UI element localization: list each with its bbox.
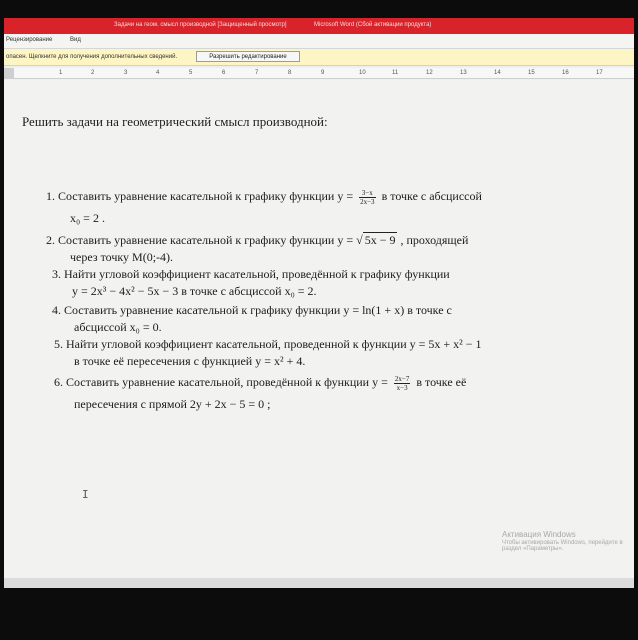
task-number: 4. — [52, 303, 61, 317]
fraction — [359, 189, 375, 206]
task-text: Найти угловой коэффициент касательной, проведённой к графику функции — [64, 267, 450, 281]
task-text: в точке с абсциссой — [381, 189, 482, 203]
task-number: 3. — [52, 267, 61, 281]
task-text: , проходящей — [400, 233, 469, 247]
task-text: Составить уравнение касательной к графику функции y = — [58, 233, 354, 247]
ruler-mark: 6 — [222, 70, 226, 76]
ruler-margin — [4, 68, 14, 78]
ruler-mark: 13 — [460, 70, 467, 76]
task-4-continued: абсциссой x₀ = 0. — [74, 320, 162, 334]
ruler-mark: 4 — [156, 70, 160, 76]
ruler-mark: 9 — [321, 70, 325, 76]
task-2 — [46, 232, 468, 248]
windows-activation-watermark — [502, 530, 634, 552]
protected-view-message-bar — [4, 49, 634, 66]
ruler-mark: 10 — [359, 70, 366, 76]
task-number: 6. — [54, 375, 63, 389]
ruler-mark: 14 — [494, 70, 501, 76]
ruler-mark: 16 — [562, 70, 569, 76]
ruler-mark: 2 — [91, 70, 95, 76]
document-heading: Решить задачи на геометрический смысл производной: — [22, 114, 328, 129]
ruler-mark: 1 — [59, 70, 63, 76]
tab-view[interactable]: Вид — [70, 37, 81, 43]
task-1 — [46, 188, 482, 206]
task-number: 1. — [46, 189, 55, 203]
ruler-mark: 17 — [596, 70, 603, 76]
task-text: Найти угловой коэффициент касательной, проведенной к функции y = 5x + x² − 1 — [66, 337, 482, 351]
sqrt-sign: √ — [356, 233, 363, 247]
task-4 — [52, 302, 452, 318]
task-2-continued: через точку М(0;-4). — [70, 250, 174, 264]
task-number: 5. — [54, 337, 63, 351]
ruler-mark: 15 — [528, 70, 535, 76]
window-title-document: Задачи на геом. смысл производной [Защищенный просмотр] — [114, 22, 287, 28]
tab-review[interactable]: Рецензирование — [6, 37, 53, 43]
status-bar — [4, 578, 634, 588]
ribbon-tabs — [4, 34, 634, 49]
word-window — [4, 18, 634, 588]
text-cursor-icon: I — [82, 488, 89, 501]
horizontal-ruler[interactable] — [4, 68, 634, 79]
fraction-numerator: 2x−7 — [394, 374, 410, 383]
task-5 — [54, 336, 482, 352]
title-bar — [4, 18, 634, 34]
ruler-mark: 8 — [288, 70, 292, 76]
task-3 — [52, 266, 450, 282]
task-6-continued: пересечения с прямой 2y + 2x − 5 = 0 ; — [74, 397, 271, 411]
task-6 — [54, 374, 466, 392]
task-text: Составить уравнение касательной к графику функции y = — [58, 189, 354, 203]
fraction-denominator: 2x−3 — [360, 197, 375, 206]
sqrt-radicand: 5x − 9 — [364, 233, 396, 247]
window-title-app: Microsoft Word (Сбой активации продукта) — [314, 22, 432, 28]
ruler-mark: 5 — [189, 70, 193, 76]
fraction-denominator: x−3 — [396, 383, 408, 392]
task-5-continued: в точке её пересечения с функцией y = x² + 4. — [74, 354, 306, 368]
fraction — [394, 375, 410, 392]
task-number: 2. — [46, 233, 55, 247]
ruler-mark: 3 — [124, 70, 128, 76]
task-text: в точке её — [416, 375, 467, 389]
ruler-mark: 7 — [255, 70, 259, 76]
protected-view-message[interactable]: опасен. Щелкните для получения дополнительных сведений. — [6, 54, 178, 60]
task-text: Составить уравнение касательной к графику функции y = ln(1 + x) в точке с — [64, 303, 452, 317]
enable-editing-button[interactable]: Разрешить редактирование — [196, 51, 300, 62]
task-1-continued: x₀ = 2 . — [70, 211, 105, 225]
ruler-mark: 11 — [392, 70, 399, 76]
task-3-continued: y = 2x³ − 4x² − 5x − 3 в точке с абсциссой x₀ = 2. — [72, 284, 317, 298]
ruler-mark: 12 — [426, 70, 433, 76]
activation-subtitle: Чтобы активировать Windows, перейдите в раздел «Параметры». — [502, 540, 623, 552]
fraction-numerator: 3−x — [359, 189, 375, 198]
activation-title: Активация Windows — [502, 530, 576, 539]
task-text: Составить уравнение касательной, проведённой к функции y = — [66, 375, 388, 389]
